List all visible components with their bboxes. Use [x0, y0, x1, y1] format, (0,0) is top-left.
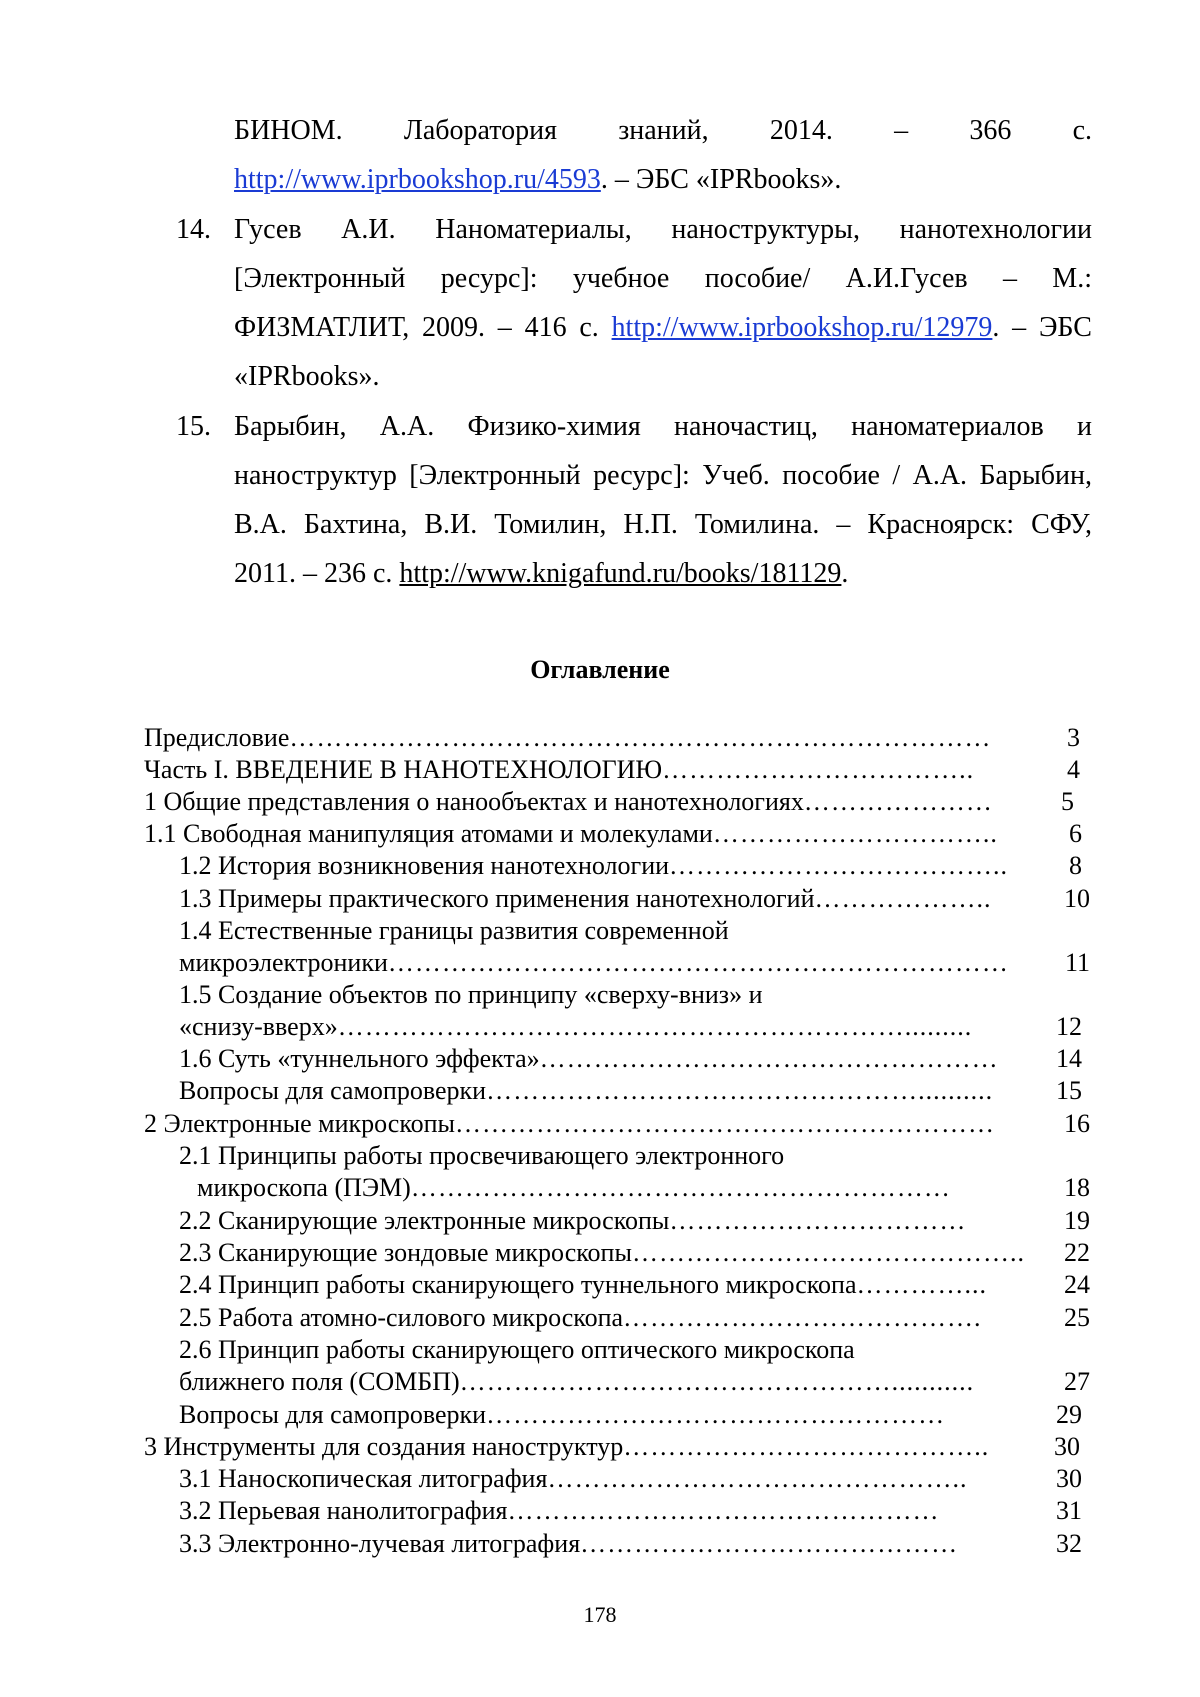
bib-14-imprint: ФИЗМАТЛИТ, 2009. – 416 с. — [234, 312, 612, 343]
toc-entry[interactable] — [179, 1334, 855, 1366]
toc-entry-page: 16 — [1064, 1109, 1090, 1138]
toc-entry[interactable] — [179, 1366, 1090, 1398]
toc-entry[interactable] — [179, 1269, 1090, 1301]
toc-entry[interactable] — [179, 1075, 1082, 1107]
toc-entry-page: 12 — [1056, 1012, 1082, 1041]
toc-entry-title: 2.5 Работа атомно-силового микроскопа — [179, 1303, 624, 1332]
toc-entry[interactable] — [179, 1528, 1082, 1560]
toc-entry-title: 1.2 История возникновения нанотехнологии — [179, 851, 670, 880]
toc-entry-title: Вопросы для самопроверки — [179, 1400, 487, 1429]
bib-13-line-1: БИНОМ. Лаборатория знаний, 2014. – 366 с. — [234, 115, 1092, 146]
bib-15-line-1: Барыбин, А.А. Физико-химия наночастиц, наноматериалов и — [234, 411, 1092, 442]
toc-entry[interactable] — [179, 915, 729, 947]
bib-15-link[interactable]: http://www.knigafund.ru/books/181129 — [399, 558, 842, 589]
toc-entry-page: 8 — [1069, 851, 1082, 880]
toc-entry-title: Предисловие — [144, 723, 290, 752]
toc-entry-page: 31 — [1056, 1496, 1082, 1525]
toc-entry-title: 1.1 Свободная манипуляция атомами и молекулами — [144, 819, 713, 848]
toc-entry-title: 1.3 Примеры практического применения нанотехнологий — [179, 884, 815, 913]
toc-entry-title: 2.6 Принцип работы сканирующего оптического микроскопа — [179, 1335, 855, 1364]
toc-entry-page: 3 — [1067, 723, 1080, 752]
toc-entry[interactable] — [179, 1495, 1082, 1527]
toc-entry-title: ближнего поля (СОМБП) — [179, 1367, 460, 1396]
toc-entry[interactable] — [144, 754, 1080, 786]
bib-14-source: . – ЭБС — [992, 312, 1092, 343]
toc-entry-title: Часть I. ВВЕДЕНИЕ В НАНОТЕХНОЛОГИЮ — [144, 755, 663, 784]
toc-entry-leader: …………………………………………… — [539, 1044, 999, 1073]
toc-entry-title: 1.5 Создание объектов по принципу «сверху-вниз» и — [179, 980, 763, 1009]
bib-15-line-2: наноструктур [Электронный ресурс]: Учеб. пособие / А.А. Барыбин, — [234, 460, 1092, 491]
toc-entry-title: 2.2 Сканирующие электронные микроскопы — [179, 1206, 670, 1235]
toc-entry-title: 1.6 Суть «туннельного эффекта» — [179, 1044, 540, 1073]
bib-15-line-4 — [234, 557, 848, 591]
toc-entry-page: 5 — [1061, 787, 1074, 816]
bib-13-source: . – ЭБС «IPRbooks». — [600, 164, 842, 195]
toc-entry-page: 32 — [1056, 1529, 1082, 1558]
bib-14-number: 14. — [176, 214, 211, 245]
toc-entry[interactable] — [179, 1463, 1082, 1495]
toc-entry-leader: …………………………………………………………… — [387, 948, 1009, 977]
bib-14-line-1: Гусев А.И. Наноматериалы, наноструктуры, нанотехнологии — [234, 214, 1092, 245]
toc-entry-title: 2.3 Сканирующие зондовые микроскопы — [179, 1238, 632, 1267]
bib-15-number: 15. — [176, 411, 211, 442]
toc-entry[interactable] — [179, 883, 1090, 915]
bib-13-link[interactable]: http://www.iprbookshop.ru/4593 — [234, 164, 601, 195]
toc-entry-title: 3.1 Наноскопическая литография — [179, 1464, 548, 1493]
toc-entry-leader: ………………………………….. — [623, 1432, 990, 1461]
toc-entry-page: 25 — [1064, 1303, 1090, 1332]
toc-entry-leader: …………………………….. — [662, 755, 975, 784]
toc-entry-title: 3.2 Перьевая нанолитография — [179, 1496, 508, 1525]
toc-entry[interactable] — [144, 1431, 1080, 1463]
toc-entry-title: Вопросы для самопроверки — [179, 1076, 487, 1105]
toc-entry[interactable] — [179, 1237, 1090, 1269]
toc-entry-leader: ………………………………………………………......... — [337, 1012, 973, 1041]
toc-entry-leader: ………………………………………….......... — [486, 1076, 994, 1105]
toc-entry-title: «снизу-вверх» — [179, 1012, 338, 1041]
toc-entry-leader: …………………………………………………………………… — [289, 723, 992, 752]
toc-entry[interactable] — [179, 979, 763, 1011]
bib-13-line-2 — [234, 163, 841, 197]
toc-entry[interactable] — [179, 1011, 1082, 1043]
toc-entry-title: 3 Инструменты для создания наноструктур — [144, 1432, 624, 1461]
toc-entry-page: 4 — [1067, 755, 1080, 784]
toc-entry-leader: …………………………………… — [580, 1529, 959, 1558]
toc-entry-leader: …………………………………. — [623, 1303, 982, 1332]
toc-entry-page: 24 — [1064, 1270, 1090, 1299]
bib-14-link[interactable]: http://www.iprbookshop.ru/12979 — [611, 312, 993, 343]
toc-entry[interactable] — [144, 722, 1080, 754]
toc-entry-title: 1.4 Естественные границы развития современной — [179, 916, 729, 945]
toc-entry[interactable] — [144, 818, 1082, 850]
toc-entry-page: 15 — [1056, 1076, 1082, 1105]
toc-entry-leader: ………………………………………… — [507, 1496, 940, 1525]
toc-entry-title: микроэлектроники — [179, 948, 388, 977]
toc-entry-page: 6 — [1069, 819, 1082, 848]
bib-14-line-3 — [234, 311, 1092, 345]
toc-entry-title: 2.1 Принципы работы просвечивающего электронного — [179, 1141, 785, 1170]
page-number: 178 — [583, 1602, 617, 1627]
toc-entry-leader: ……………….. — [814, 884, 992, 913]
toc-entry-title: 1 Общие представления о нанообъектах и нанотехнологиях — [144, 787, 804, 816]
toc-entry-page: 19 — [1064, 1206, 1090, 1235]
toc-entry-leader: ………………………….. — [712, 819, 998, 848]
toc-entry[interactable] — [197, 1172, 1090, 1204]
toc-entry-leader: …………………………………….. — [631, 1238, 1025, 1267]
toc-entry-page: 30 — [1054, 1432, 1080, 1461]
bib-15-imprint: 2011. – 236 с. — [234, 558, 400, 589]
toc-entry-page: 29 — [1056, 1400, 1082, 1429]
toc-entry-leader: …………………………………………………… — [410, 1173, 951, 1202]
toc-entry[interactable] — [179, 947, 1090, 979]
toc-entry[interactable] — [179, 1302, 1090, 1334]
bib-14-line-2: [Электронный ресурс]: учебное пособие/ А.И.Гусев – М.: — [234, 263, 1092, 294]
toc-entry-page: 11 — [1064, 948, 1090, 977]
toc-entry-leader: ………………… — [803, 787, 993, 816]
toc-entry-page: 18 — [1064, 1173, 1090, 1202]
toc-entry-leader: …………………………… — [669, 1206, 967, 1235]
toc-entry-leader: …………………………………………… — [486, 1400, 946, 1429]
toc-entry[interactable] — [144, 786, 1074, 818]
toc-entry[interactable] — [144, 1108, 1090, 1140]
toc-entry-page: 22 — [1064, 1238, 1090, 1267]
toc-entry[interactable] — [179, 850, 1082, 882]
toc-entry-title: 2.4 Принцип работы сканирующего туннельного микроскопа — [179, 1270, 857, 1299]
toc-entry-leader: ……………………………………….. — [547, 1464, 968, 1493]
bib-15-line-3: В.А. Бахтина, В.И. Томилин, Н.П. Томилина. – Красноярск: СФУ, — [234, 509, 1092, 540]
toc-entry-leader: …………………………………………........... — [459, 1367, 975, 1396]
toc-entry-page: 14 — [1056, 1044, 1082, 1073]
toc-entry-page: 10 — [1064, 884, 1090, 913]
toc-entry-leader: ……………………………….. — [669, 851, 1009, 880]
toc-entry[interactable] — [179, 1205, 1090, 1237]
toc-entry[interactable] — [179, 1140, 784, 1172]
toc-entry-title: 2 Электронные микроскопы — [144, 1109, 456, 1138]
toc-entry-leader: …………... — [856, 1270, 988, 1299]
toc-entry[interactable] — [179, 1399, 1082, 1431]
toc-entry-leader: …………………………………………………… — [455, 1109, 996, 1138]
toc-entry[interactable] — [179, 1043, 1082, 1075]
toc-entry-page: 27 — [1064, 1367, 1090, 1396]
toc-entry-page: 30 — [1056, 1464, 1082, 1493]
bib-15-end: . — [841, 558, 849, 589]
toc-entry-title: микроскопа (ПЭМ) — [197, 1173, 411, 1202]
bib-14-line-4: «IPRbooks». — [234, 361, 380, 392]
toc-entry-title: 3.3 Электронно-лучевая литография — [179, 1529, 581, 1558]
toc-heading: Оглавление — [530, 655, 670, 684]
